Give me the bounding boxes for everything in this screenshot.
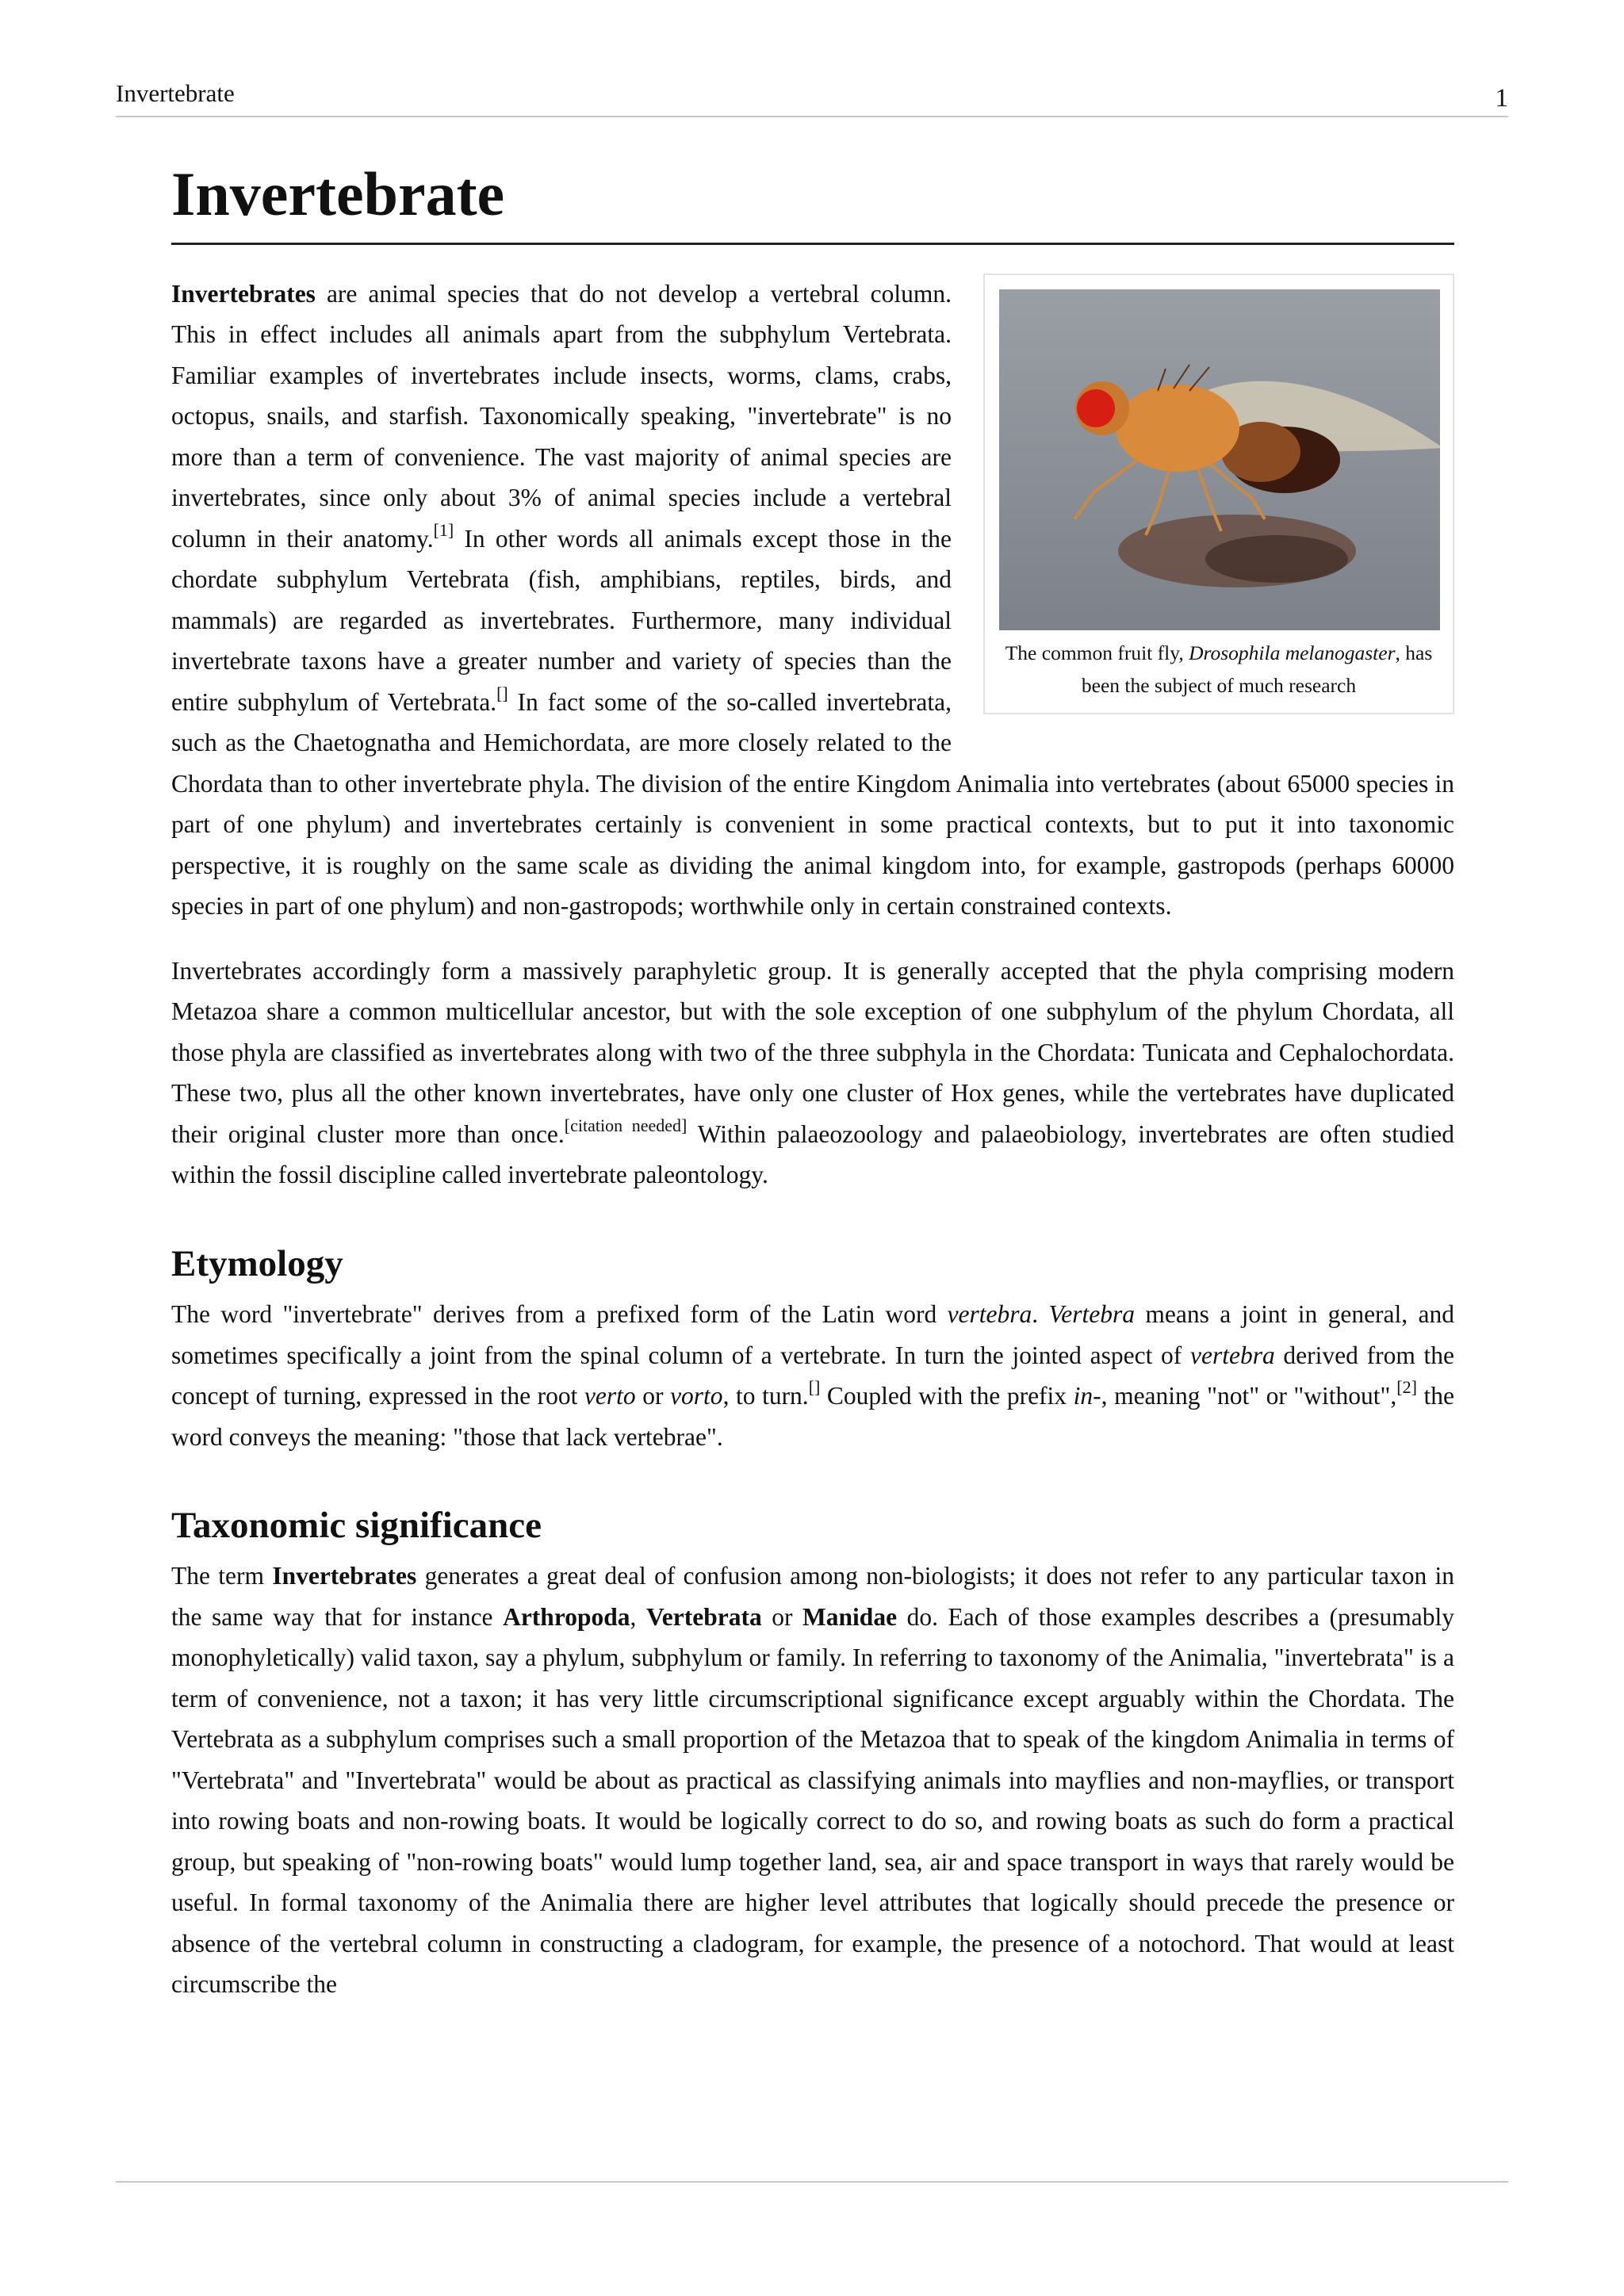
taxonomic-significance-heading: Taxonomic significance xyxy=(171,1505,542,1547)
lead-section: The common fruit fly, Drosophila melanogaster, has been the subject of much research Invertebrates are animal species that do not develop a vertebral column. This in effect includes all animals apart from the subphylum Vertebrata. Familiar examples of invertebrates include insects, worms, clams, crabs, octopus, snails, and starfish. Taxonomically speaking, "invertebrate" is no more than a term of convenience. The vast majority of animal species are invertebrates, since only about 3% of animal species include a vertebral column in their anatomy.[1] In other words all animals except those in the chordate subphylum Vertebrata (fish, amphibians, reptiles, birds, and mammals) are regarded as invertebrates. Furthermore, many individual invertebrate taxons have a greater number and variety of species than the entire subphylum of Vertebrata.[] In fact some of the so-called invertebrata, such as the Chaetognatha and Hemichordata, are more closely related to the Chordata than to other invertebrate phyla. The division of the entire Kingdom Animalia into vertebrates (about 65000 species in part of one phylum) and invertebrates certainly is convenient in some practical contexts, but to put it into taxonomic perspective, it is roughly on the same scale as dividing the animal kingdom into, for example, gastropods (perhaps 60000 species in part of one phylum) and non-gastropods; worthwhile only in certain constrained contexts. xyxy=(171,274,1454,927)
running-header xyxy=(116,79,1508,117)
fly-thorax xyxy=(1116,385,1239,472)
running-title: Invertebrate xyxy=(116,79,235,107)
article-title: Invertebrate xyxy=(171,159,1454,245)
etymology-heading: Etymology xyxy=(171,1242,343,1284)
figure-caption: The common fruit fly, Drosophila melanogaster, has been the subject of much research xyxy=(1005,641,1433,697)
citation-1[interactable]: [1] xyxy=(433,519,454,540)
footer-rule xyxy=(116,2181,1508,2183)
citation-empty[interactable]: [] xyxy=(496,683,508,703)
citation-needed[interactable]: [citation needed] xyxy=(564,1115,688,1135)
citation-2[interactable]: [2] xyxy=(1396,1377,1417,1398)
article-body xyxy=(171,159,1454,2005)
lead-term: Invertebrates xyxy=(171,279,316,308)
etymology-paragraph: The word "invertebrate" derives from a prefixed form of the Latin word vertebra. Vertebra means a joint in general, and sometimes specifically a joint from the spinal column of a vertebrate. In turn the jointed aspect of vertebra derived from the concept of turning, expressed in the root verto or vorto, to turn.[] Coupled with the prefix in-, meaning "not" or "without",[2] the word conveys the meaning: "those that lack vertebrae". xyxy=(171,1300,1455,1451)
fly-eye xyxy=(1077,389,1115,427)
paraphyletic-paragraph: Invertebrates accordingly form a massively paraphyletic group. It is generally accepted that the phyla comprising modern Metazoa share a common multicellular ancestor, but with the sole exception of one subphylum of the phylum Chordata, all those phyla are classified as invertebrates along with two of the three subphyla in the Chordata: Tunicata and Cephalochordata. These two, plus all the other known invertebrates, have only one cluster of Hox genes, while the vertebrates have duplicated their original cluster more than once.[citation needed] Within palaeozoology and palaeobiology, invertebrates are often studied within the fossil discipline called invertebrate paleontology. xyxy=(171,956,1454,1189)
citation-empty[interactable]: [] xyxy=(808,1377,821,1398)
taxonomic-paragraph: The term Invertebrates generates a great deal of confusion among non-biologists; it does not refer to any particular taxon in the same way that for instance Arthropoda, Vertebrata or Manidae do. Each of those examples describes a (presumably monophyletically) valid taxon, say a phylum, subphylum or family. In referring to taxonomy of the Animalia, "invertebrata" is a term of convenience, not a taxon; it has very little circumscriptional significance except arguably within the Chordata. The Vertebrata as a subphylum comprises such a small proportion of the Metazoa that to speak of the kingdom Animalia in terms of "Vertebrata" and "Invertebrata" would be about as practical as classifying animals into mayflies and non-mayflies, or transport into rowing boats and non-rowing boats. It would be logically correct to do so, and rowing boats as such do form a practical group, but speaking of "non-rowing boats" would lump together land, sea, air and space transport in ways that rarely would be useful. In formal taxonomy of the Animalia there are higher level attributes that logically should precede the presence or absence of the vertebral column in constructing a cladogram, for example, the presence of a notochord. That would at least circumscribe the xyxy=(171,1562,1455,1999)
fruit-fly-image xyxy=(999,289,1440,630)
page-number: 1 xyxy=(1495,84,1508,113)
figure-box xyxy=(983,274,1454,714)
